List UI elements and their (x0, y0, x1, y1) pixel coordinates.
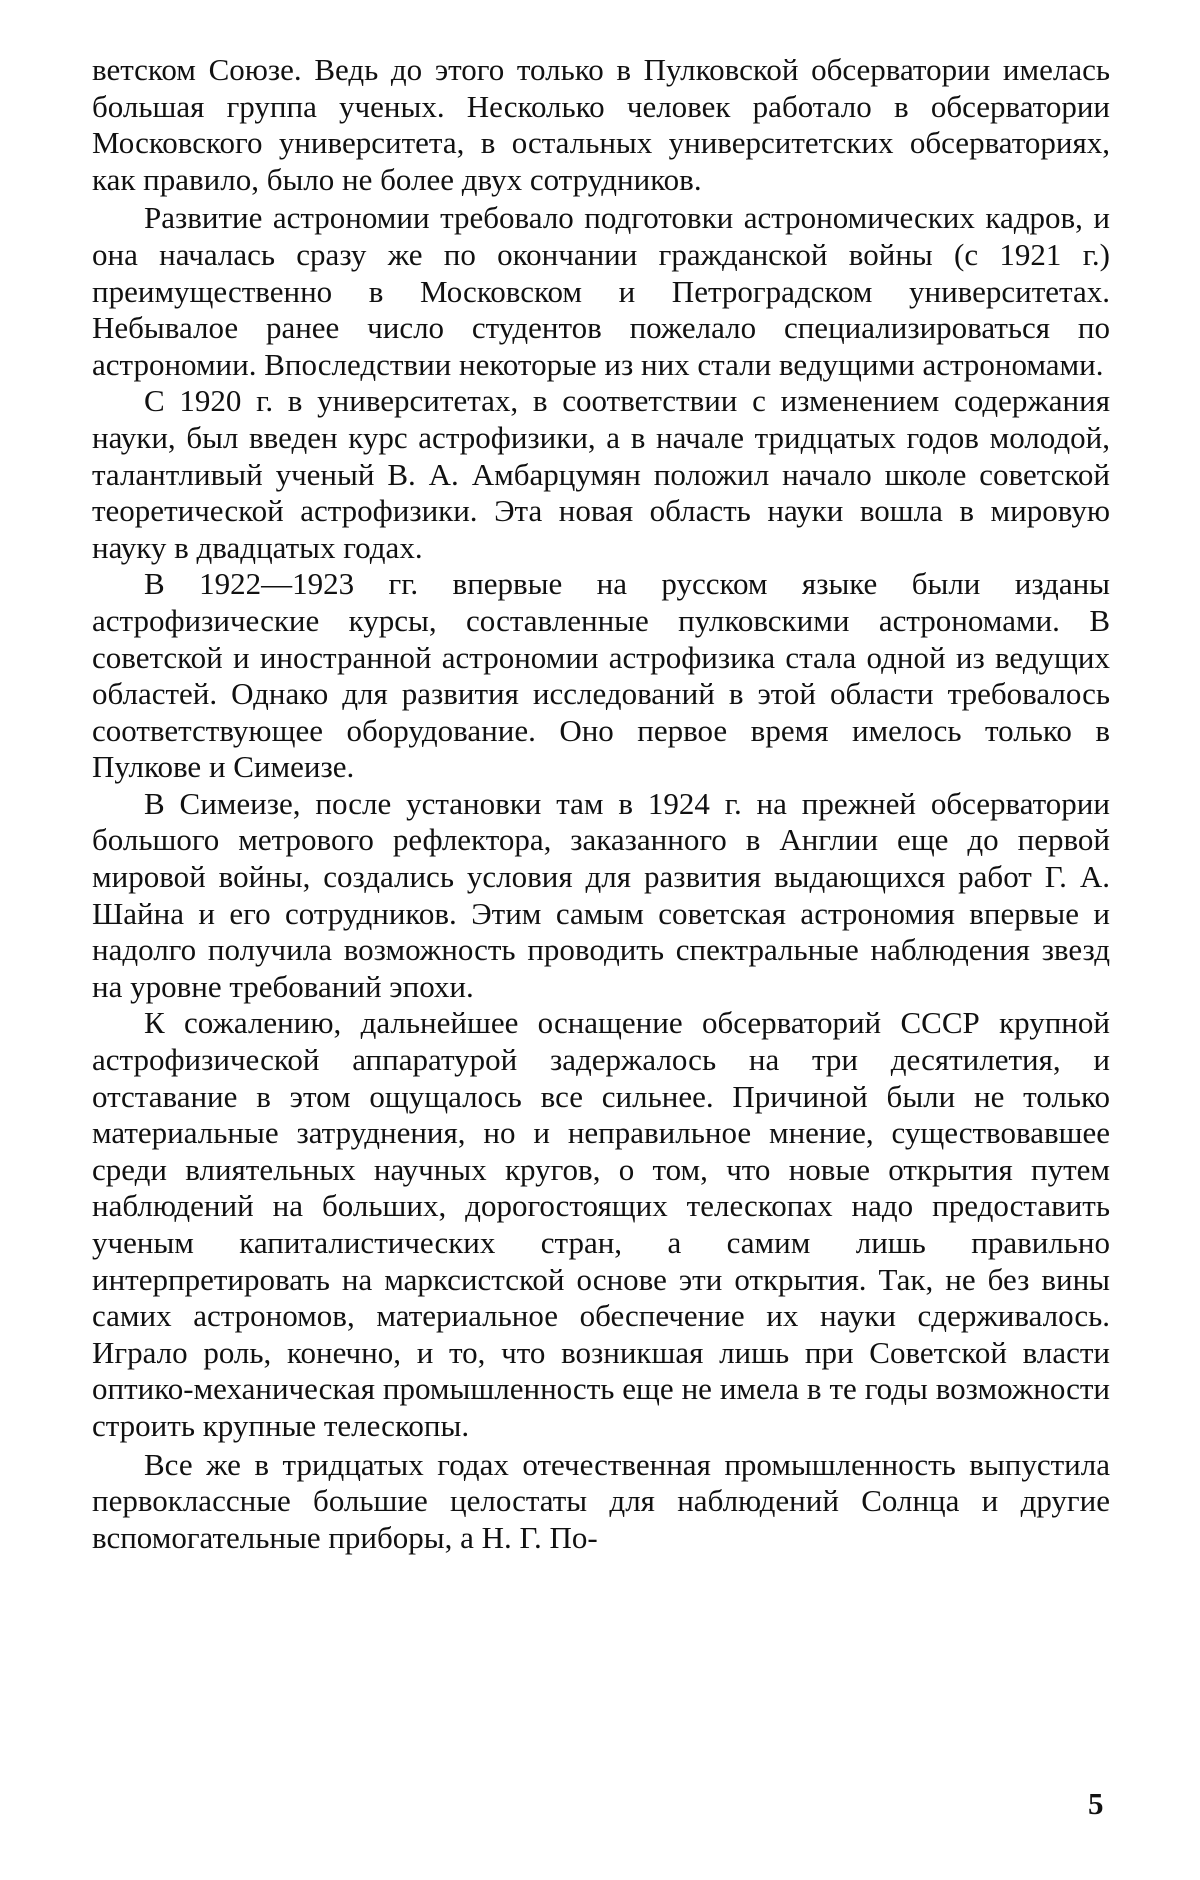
paragraph-1: ветском Союзе. Ведь до этого только в Пулковской обсерватории имелась большая группа ученых. Несколько человек работало в обсерватории Московского университета, в остальных университетских обсерваториях, как правило, было не более двух сотрудников. (92, 52, 1110, 197)
paragraph-2: Развитие астрономии требовало подготовки астрономических кадров, и она началась сразу же по окончании гражданской войны (с 1921 г.) преимущественно в Московском и Петроградском университетах. Небывалое ранее число студентов пожелало специализироваться по астрономии. Впоследствии некоторые из них стали ведущими астрономами. (92, 200, 1110, 382)
paragraph-4: В 1922—1923 гг. впервые на русском языке были изданы астрофизические курсы, составленные пулковскими астрономами. В советской и иностранной астрономии астрофизика стала одной из ведущих областей. Однако для развития исследований в этой области требовалось соответствующее оборудование. Оно первое время имелось только в Пулкове и Симеизе. (92, 566, 1110, 785)
paragraph-5: В Симеизе, после установки там в 1924 г. на прежней обсерватории большого метрового рефлектора, заказанного в Англии еще до первой мировой войны, создались условия для развития выдающихся работ Г. А. Шайна и его сотрудников. Этим самым советская астрономия впервые и надолго получила возможность проводить спектральные наблюдения звезд на уровне требований эпохи. (92, 785, 1110, 1004)
paragraph-3: С 1920 г. в университетах, в соответствии с изменением содержания науки, был введен курс астрофизики, а в начале тридцатых годов молодой, талантливый ученый В. А. Амбарцумян положил начало школе советской теоретической астрофизики. Эта новая область науки вошла в мировую науку в двадцатых годах. (92, 383, 1110, 565)
body-text (92, 52, 1110, 1556)
paragraph-7: Все же в тридцатых годах отечественная промышленность выпустила первоклассные большие целостаты для наблюдений Солнца и другие вспомогательные приборы, а Н. Г. По- (92, 1446, 1110, 1555)
paragraph-6: К сожалению, дальнейшее оснащение обсерваторий СССР крупной астрофизической аппаратурой задержалось на три десятилетия, и отставание в этом ощущалось все сильнее. Причиной были не только материальные затруднения, но и неправильное мнение, существовавшее среди влиятельных научных кругов, о том, что новые открытия путем наблюдений на больших, дорогостоящих телескопах надо предоставить ученым капиталистических стран, а самим лишь правильно интерпретировать на марксистской основе эти открытия. Так, не без вины самих астрономов, материальное обеспечение их науки сдерживалось. Играло роль, конечно, и то, что возникшая лишь при Советской власти оптико-механическая промышленность еще не имела в те годы возможности строить крупные телескопы. (92, 1005, 1110, 1443)
page-number: 5 (1088, 1786, 1104, 1821)
